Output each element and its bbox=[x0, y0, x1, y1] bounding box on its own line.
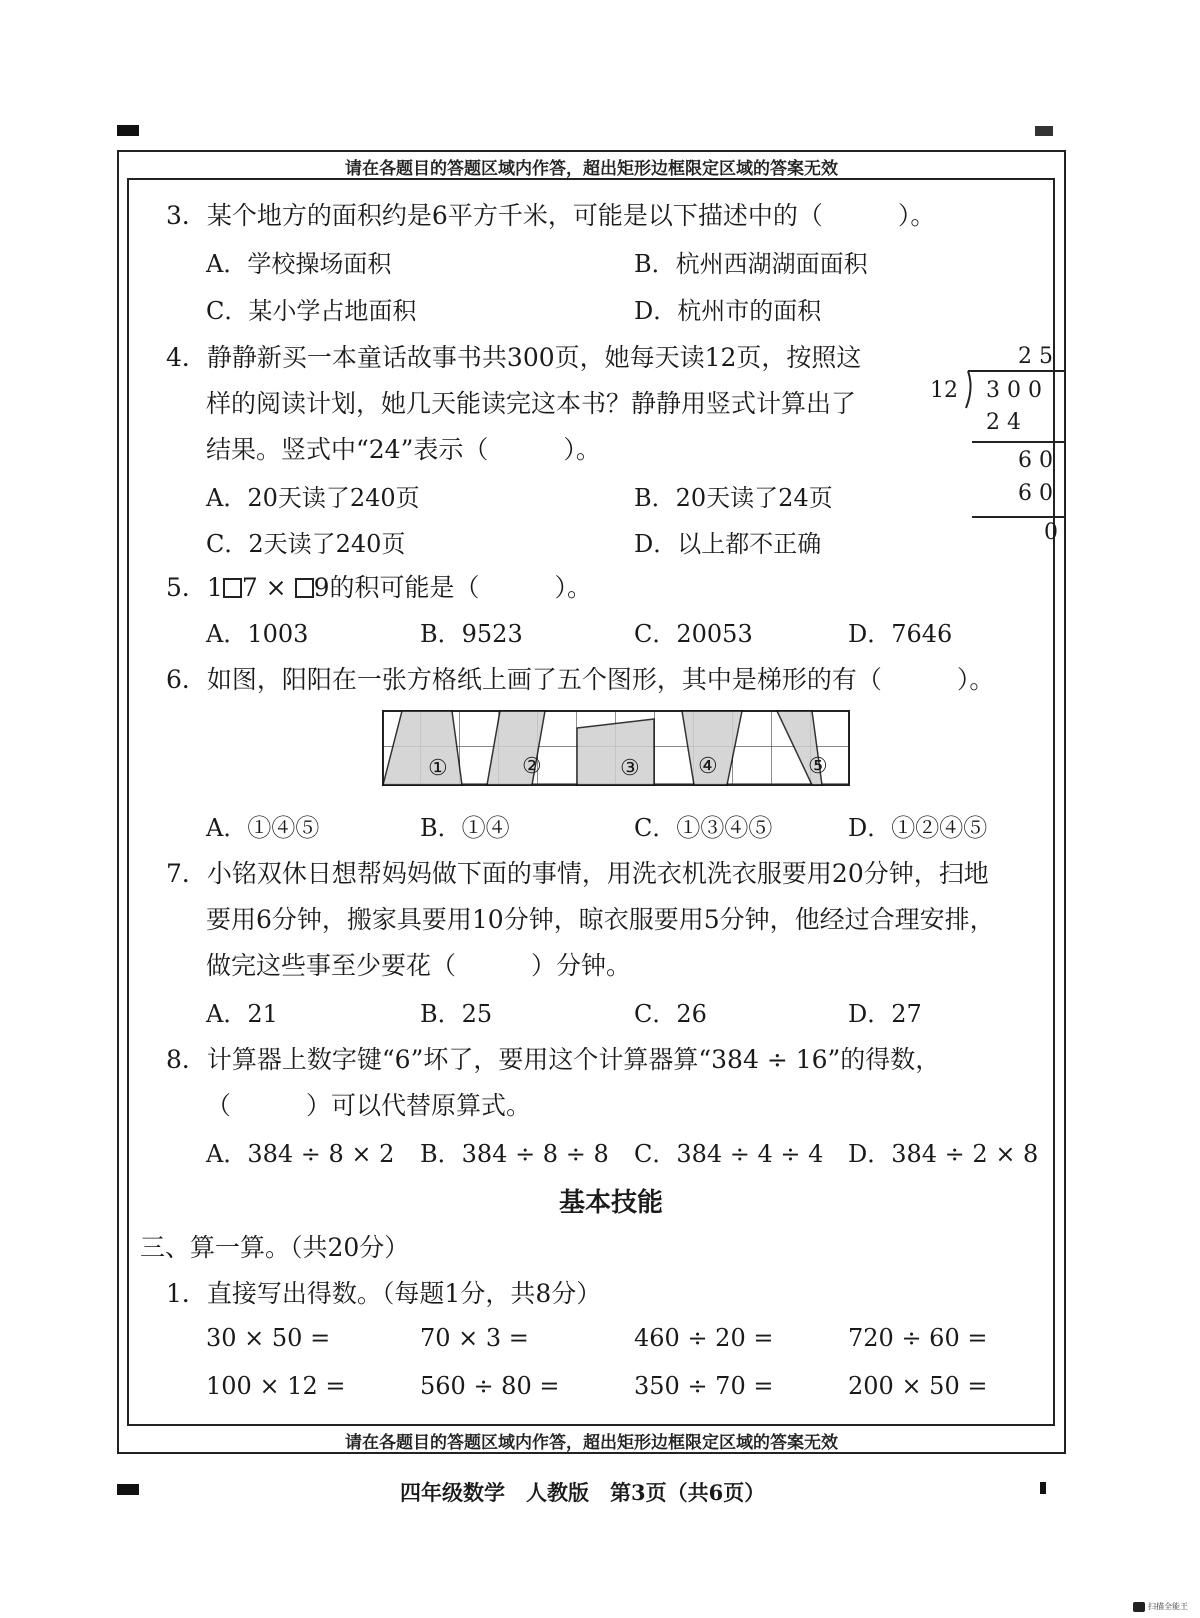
question-3-option-a: A．学校操场面积 bbox=[206, 250, 392, 278]
scanner-logo-icon bbox=[1133, 1602, 1145, 1612]
answer-area-notice-bottom: 请在各题目的答题区域内作答，超出矩形边框限定区域的答案无效 bbox=[345, 1433, 838, 1453]
question-3-option-d: D．杭州市的面积 bbox=[634, 297, 822, 325]
question-8-line-2: （ ）可以代替原算式。 bbox=[206, 1091, 532, 1120]
calc-item: 560 ÷ 80 = bbox=[420, 1372, 560, 1400]
question-7-line-3: 做完这些事至少要花（ ）分钟。 bbox=[206, 951, 632, 980]
division-step-3: 6 0 bbox=[1018, 481, 1053, 506]
question-6-text: 6．如图，阳阳在一张方格纸上画了五个图形，其中是梯形的有（ ）。 bbox=[166, 665, 995, 694]
question-7-option-c: C．26 bbox=[634, 1000, 707, 1028]
long-division bbox=[930, 340, 1070, 550]
calc-item: 200 × 50 = bbox=[848, 1372, 988, 1400]
scanner-watermark: 扫描全能王 bbox=[1133, 1601, 1188, 1612]
question-4-line-1: 4．静静新买一本童话故事书共300页，她每天读12页，按照这 bbox=[166, 343, 862, 372]
question-5-option-c: C．20053 bbox=[634, 620, 753, 648]
question-6-option-b: B．①④ bbox=[420, 814, 510, 842]
page-footer: 四年级数学 人教版 第3页（共6页） bbox=[400, 1480, 766, 1505]
question-5-mid: 7 × bbox=[241, 573, 295, 602]
calc-item: 70 × 3 = bbox=[420, 1324, 529, 1352]
missing-digit-box bbox=[295, 578, 314, 598]
division-dividend: 3 0 0 bbox=[986, 378, 1042, 403]
question-8-option-b: B．384 ÷ 8 ÷ 8 bbox=[420, 1140, 609, 1168]
part-3-title: 三、算一算。（共20分） bbox=[140, 1233, 410, 1262]
division-step-1: 2 4 bbox=[986, 410, 1021, 435]
calc-item: 720 ÷ 60 = bbox=[848, 1324, 988, 1352]
calc-item: 100 × 12 = bbox=[206, 1372, 346, 1400]
division-bracket bbox=[930, 340, 1070, 550]
figure-label-5: ⑤ bbox=[808, 754, 828, 779]
question-3-text: 3．某个地方的面积约是6平方千米，可能是以下描述中的（ ）。 bbox=[166, 201, 936, 230]
registration-mark-top-right bbox=[1035, 126, 1053, 136]
division-quotient: 2 5 bbox=[1018, 344, 1053, 369]
division-remainder: 0 bbox=[1044, 520, 1058, 545]
calc-item: 30 × 50 = bbox=[206, 1324, 331, 1352]
question-8-option-a: A．384 ÷ 8 × 2 bbox=[206, 1140, 395, 1168]
question-5-text bbox=[166, 568, 592, 604]
question-8-option-d: D．384 ÷ 2 × 8 bbox=[848, 1140, 1039, 1168]
question-8-line-1: 8．计算器上数字键“6”坏了，要用这个计算器算“384 ÷ 16”的得数， bbox=[166, 1045, 941, 1074]
question-4-option-a: A．20天读了240页 bbox=[206, 484, 420, 512]
question-6-option-a: A．①④⑤ bbox=[206, 814, 320, 842]
question-5-option-d: D．7646 bbox=[848, 620, 953, 648]
calc-item: 350 ÷ 70 = bbox=[634, 1372, 774, 1400]
question-5-suffix: 9的积可能是（ ）。 bbox=[313, 573, 592, 602]
registration-mark-bottom-left bbox=[117, 1484, 139, 1495]
part-3-question-1-title: 1．直接写出得数。（每题1分，共8分） bbox=[166, 1279, 602, 1308]
division-step-2: 6 0 bbox=[1018, 448, 1053, 473]
question-5-option-a: A．1003 bbox=[206, 620, 309, 648]
question-4-option-b: B．20天读了24页 bbox=[634, 484, 833, 512]
question-5-prefix: 5．1 bbox=[166, 573, 223, 602]
question-8-option-c: C．384 ÷ 4 ÷ 4 bbox=[634, 1140, 824, 1168]
question-7-line-2: 要用6分钟，搬家具要用10分钟，晾衣服要用5分钟，他经过合理安排， bbox=[206, 905, 995, 934]
grid-figure bbox=[382, 710, 852, 788]
question-3-option-c: C．某小学占地面积 bbox=[206, 297, 417, 325]
question-4-option-d: D．以上都不正确 bbox=[634, 530, 822, 558]
question-4-line-3: 结果。竖式中“24”表示（ ）。 bbox=[206, 435, 601, 464]
question-7-option-a: A．21 bbox=[206, 1000, 278, 1028]
question-3-option-b: B．杭州西湖湖面面积 bbox=[634, 250, 868, 278]
question-6-option-c: C．①③④⑤ bbox=[634, 814, 773, 842]
question-7-option-d: D．27 bbox=[848, 1000, 922, 1028]
figure-label-4: ④ bbox=[698, 754, 718, 779]
calc-item: 460 ÷ 20 = bbox=[634, 1324, 774, 1352]
question-6-option-d: D．①②④⑤ bbox=[848, 814, 988, 842]
question-7-line-1: 7．小铭双休日想帮妈妈做下面的事情，用洗衣机洗衣服要用20分钟，扫地 bbox=[166, 859, 989, 888]
question-7-option-b: B．25 bbox=[420, 1000, 493, 1028]
registration-mark-top-left bbox=[117, 125, 139, 136]
figure-label-2: ② bbox=[522, 754, 542, 779]
section-title: 基本技能 bbox=[559, 1188, 664, 1218]
registration-mark-bottom-right bbox=[1040, 1482, 1046, 1494]
shape-3 bbox=[577, 719, 654, 785]
answer-area-notice-top: 请在各题目的答题区域内作答，超出矩形边框限定区域的答案无效 bbox=[345, 159, 838, 179]
division-divisor: 12 bbox=[930, 378, 958, 403]
question-4-line-2: 样的阅读计划，她几天能读完这本书？静静用竖式计算出了 bbox=[206, 389, 857, 418]
figure-label-1: ① bbox=[428, 756, 448, 781]
figure-label-3: ③ bbox=[620, 756, 640, 781]
question-4-option-c: C．2天读了240页 bbox=[206, 530, 406, 558]
missing-digit-box bbox=[223, 578, 242, 598]
question-5-option-b: B．9523 bbox=[420, 620, 523, 648]
